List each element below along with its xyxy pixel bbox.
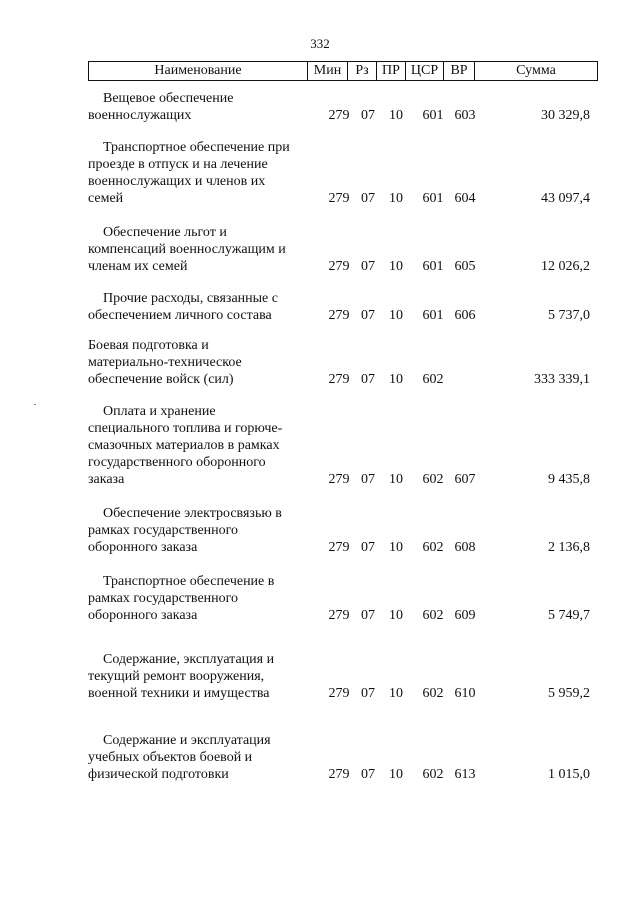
row-vr: 606 bbox=[454, 308, 476, 323]
row-name-line: рамках государственного bbox=[88, 523, 239, 538]
row-name-line: оборонного заказа bbox=[88, 540, 198, 555]
row-csr: 602 bbox=[422, 540, 444, 555]
row-csr: 602 bbox=[422, 372, 444, 387]
row-name-line: смазочных материалов в рамках bbox=[88, 438, 280, 453]
row-pr: 10 bbox=[389, 108, 403, 123]
row-csr: 602 bbox=[422, 608, 444, 623]
header-min: Мин bbox=[308, 62, 348, 80]
row-name-line: Обеспечение электросвязью в bbox=[103, 506, 282, 521]
row-sum: 9 435,8 bbox=[548, 472, 590, 487]
row-pr: 10 bbox=[389, 767, 403, 782]
row-name-line: Транспортное обеспечение в bbox=[103, 574, 275, 589]
row-pr: 10 bbox=[389, 259, 403, 274]
table-row bbox=[88, 573, 598, 624]
row-name-line: военнослужащих и членов их bbox=[88, 174, 266, 189]
row-name-line: Боевая подготовка и bbox=[88, 338, 209, 353]
row-csr: 601 bbox=[422, 259, 444, 274]
row-vr: 613 bbox=[454, 767, 476, 782]
row-min: 279 bbox=[328, 372, 350, 387]
row-name-line: оборонного заказа bbox=[88, 608, 198, 623]
row-sum: 2 136,8 bbox=[548, 540, 590, 555]
row-pr: 10 bbox=[389, 686, 403, 701]
row-pr: 10 bbox=[389, 472, 403, 487]
row-rz: 07 bbox=[361, 540, 375, 555]
row-name-line: членам их семей bbox=[88, 259, 188, 274]
header-sum: Сумма bbox=[516, 63, 556, 78]
table-row bbox=[88, 505, 598, 556]
row-min: 279 bbox=[328, 308, 350, 323]
row-name-line: военнослужащих bbox=[88, 108, 192, 123]
row-name-line: Оплата и хранение bbox=[103, 404, 216, 419]
row-name-line: обеспечение войск (сил) bbox=[88, 372, 234, 387]
row-name bbox=[88, 90, 310, 124]
row-name bbox=[88, 732, 310, 783]
scan-mark bbox=[34, 404, 36, 405]
row-vr: 609 bbox=[454, 608, 476, 623]
header-csr: ЦСР bbox=[406, 62, 444, 80]
row-rz: 07 bbox=[361, 472, 375, 487]
row-csr: 602 bbox=[422, 767, 444, 782]
table-row bbox=[88, 651, 598, 702]
row-name-line: заказа bbox=[88, 472, 125, 487]
row-min: 279 bbox=[328, 767, 350, 782]
row-min: 279 bbox=[328, 540, 350, 555]
row-sum: 12 026,2 bbox=[541, 259, 590, 274]
row-sum: 5 737,0 bbox=[548, 308, 590, 323]
row-min: 279 bbox=[328, 472, 350, 487]
row-name-line: текущий ремонт вооружения, bbox=[88, 669, 265, 684]
row-vr: 610 bbox=[454, 686, 476, 701]
row-name bbox=[88, 337, 310, 388]
table-row bbox=[88, 732, 598, 783]
row-sum: 43 097,4 bbox=[541, 191, 590, 206]
row-name bbox=[88, 573, 310, 624]
row-name-line: компенсаций военнослужащим и bbox=[88, 242, 286, 257]
row-name-line: Содержание и эксплуатация bbox=[103, 733, 271, 748]
row-name bbox=[88, 651, 310, 702]
row-name-line: Прочие расходы, связанные с bbox=[103, 291, 278, 306]
row-name-line: специального топлива и горюче- bbox=[88, 421, 283, 436]
row-pr: 10 bbox=[389, 372, 403, 387]
header-rz: Рз bbox=[348, 62, 377, 80]
row-name-line: обеспечением личного состава bbox=[88, 308, 272, 323]
row-rz: 07 bbox=[361, 191, 375, 206]
row-rz: 07 bbox=[361, 608, 375, 623]
row-rz: 07 bbox=[361, 108, 375, 123]
row-sum: 1 015,0 bbox=[548, 767, 590, 782]
row-sum: 5 959,2 bbox=[548, 686, 590, 701]
row-pr: 10 bbox=[389, 191, 403, 206]
row-rz: 07 bbox=[361, 259, 375, 274]
row-sum: 5 749,7 bbox=[548, 608, 590, 623]
row-name bbox=[88, 139, 310, 207]
row-name-line: материально-техническое bbox=[88, 355, 242, 370]
row-sum: 333 339,1 bbox=[534, 372, 590, 387]
row-sum: 30 329,8 bbox=[541, 108, 590, 123]
table-row bbox=[88, 224, 598, 275]
page-number: 332 bbox=[310, 36, 330, 51]
row-vr: 608 bbox=[454, 540, 476, 555]
row-rz: 07 bbox=[361, 686, 375, 701]
row-min: 279 bbox=[328, 608, 350, 623]
row-vr: 607 bbox=[454, 472, 476, 487]
header-pr: ПР bbox=[377, 62, 406, 80]
row-csr: 601 bbox=[422, 108, 444, 123]
row-min: 279 bbox=[328, 259, 350, 274]
row-csr: 601 bbox=[422, 308, 444, 323]
row-name bbox=[88, 403, 310, 488]
row-name-line: проезде в отпуск и на лечение bbox=[88, 157, 268, 172]
table-row bbox=[88, 90, 598, 124]
row-min: 279 bbox=[328, 191, 350, 206]
row-name bbox=[88, 505, 310, 556]
row-csr: 602 bbox=[422, 686, 444, 701]
row-vr: 605 bbox=[454, 259, 476, 274]
row-vr: 603 bbox=[454, 108, 476, 123]
row-pr: 10 bbox=[389, 540, 403, 555]
header-name: Наименование bbox=[89, 62, 308, 80]
row-pr: 10 bbox=[389, 608, 403, 623]
row-vr: 604 bbox=[454, 191, 476, 206]
row-name-line: Транспортное обеспечение при bbox=[103, 140, 290, 155]
row-name-line: военной техники и имущества bbox=[88, 686, 270, 701]
row-name-line: Содержание, эксплуатация и bbox=[103, 652, 275, 667]
table-row bbox=[88, 403, 598, 488]
row-rz: 07 bbox=[361, 767, 375, 782]
row-name bbox=[88, 290, 310, 324]
row-name-line: учебных объектов боевой и bbox=[88, 750, 253, 765]
row-min: 279 bbox=[328, 108, 350, 123]
row-name-line: государственного оборонного bbox=[88, 455, 266, 470]
row-csr: 602 bbox=[422, 472, 444, 487]
table-row bbox=[88, 337, 598, 388]
row-name-line: рамках государственного bbox=[88, 591, 239, 606]
table-row bbox=[88, 290, 598, 324]
table-row bbox=[88, 139, 598, 207]
row-name-line: семей bbox=[88, 191, 124, 206]
row-name bbox=[88, 224, 310, 275]
row-rz: 07 bbox=[361, 372, 375, 387]
row-pr: 10 bbox=[389, 308, 403, 323]
row-name-line: физической подготовки bbox=[88, 767, 229, 782]
row-name-line: Вещевое обеспечение bbox=[103, 91, 234, 106]
row-csr: 601 bbox=[422, 191, 444, 206]
row-min: 279 bbox=[328, 686, 350, 701]
row-name-line: Обеспечение льгот и bbox=[103, 225, 227, 240]
header-vr: ВР bbox=[444, 62, 475, 80]
row-rz: 07 bbox=[361, 308, 375, 323]
table-header bbox=[88, 61, 598, 81]
